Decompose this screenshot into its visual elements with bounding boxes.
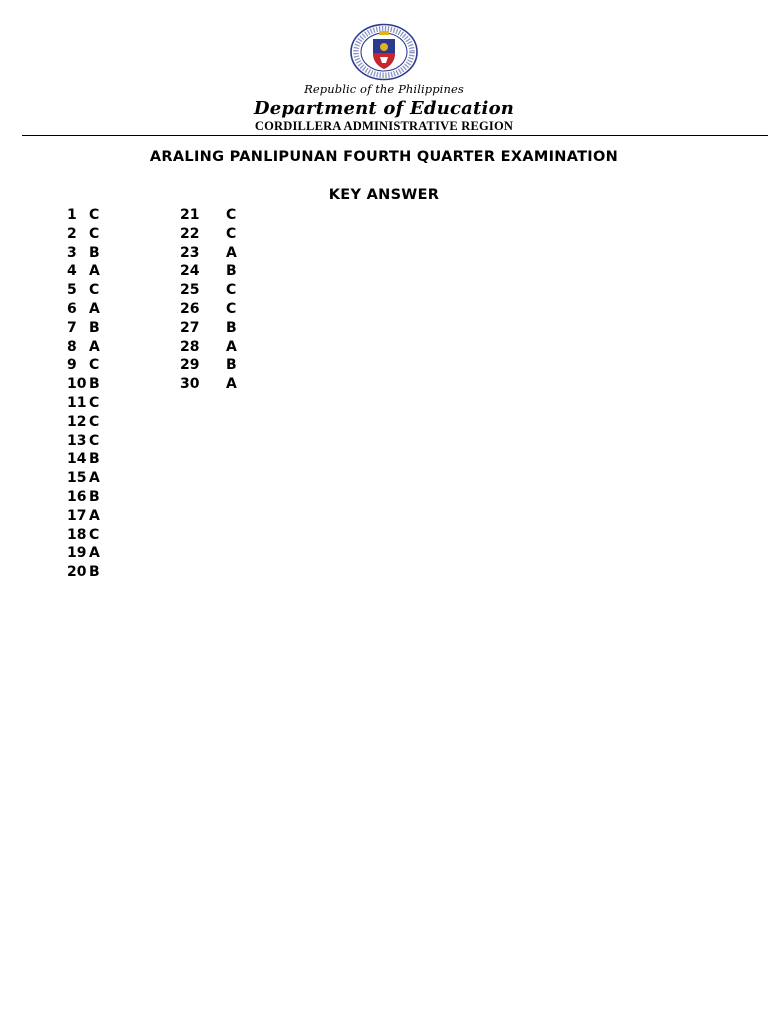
item-number: 1 (67, 207, 77, 223)
item-number: 23 (180, 244, 200, 261)
answer-row (67, 469, 100, 488)
answer-row (180, 244, 237, 263)
item-answer: A (226, 338, 237, 355)
department-name: Department of Education (253, 98, 515, 119)
answer-row (67, 526, 100, 545)
item-number: 26 (180, 300, 200, 317)
answer-row (67, 450, 100, 469)
key-answer-title: KEY ANSWER (328, 187, 440, 203)
item-number: 13 (67, 432, 87, 449)
item-answer: C (89, 394, 100, 411)
item-number: 4 (67, 263, 77, 280)
item-number: 14 (67, 451, 87, 468)
region-name: CORDILLERA ADMINISTRATIVE REGION (254, 119, 514, 133)
exam-title: ARALING PANLIPUNAN FOURTH QUARTER EXAMINATION (149, 149, 619, 165)
item-answer: B (89, 451, 100, 468)
item-answer: A (89, 300, 100, 317)
item-number: 22 (180, 225, 200, 242)
republic-line: Republic of the Philippines (304, 82, 464, 96)
item-answer: C (89, 413, 100, 430)
answer-row (67, 300, 100, 319)
item-number: 16 (67, 488, 87, 505)
answer-row (180, 281, 237, 300)
item-answer: C (89, 432, 100, 449)
answer-row (67, 563, 100, 582)
header-divider (22, 135, 768, 136)
answer-row (67, 488, 100, 507)
answer-row (67, 356, 100, 375)
item-number: 12 (67, 413, 87, 430)
item-number: 29 (180, 357, 200, 374)
answer-row (67, 225, 100, 244)
item-answer: B (89, 564, 100, 581)
item-number: 3 (67, 244, 77, 261)
item-answer: B (89, 319, 100, 336)
deped-seal-logo (349, 23, 419, 81)
item-answer: B (89, 488, 100, 505)
answer-row (67, 338, 100, 357)
item-answer: B (226, 357, 237, 374)
item-number: 6 (67, 300, 77, 317)
item-answer: C (89, 225, 100, 242)
item-number: 5 (67, 282, 77, 299)
answer-row (180, 338, 237, 357)
answer-row (67, 206, 100, 225)
item-answer: C (89, 207, 100, 223)
item-number: 25 (180, 282, 200, 299)
item-answer: B (89, 376, 100, 393)
item-number: 18 (67, 526, 87, 543)
item-number: 9 (67, 357, 77, 374)
item-number: 28 (180, 338, 200, 355)
answer-row (67, 413, 100, 432)
answer-list-column-1 (67, 206, 100, 582)
item-answer: A (226, 376, 237, 393)
answer-row (180, 319, 237, 338)
answer-row (67, 507, 100, 526)
item-number: 15 (67, 470, 87, 487)
item-number: 17 (67, 507, 87, 524)
answer-row (180, 356, 237, 375)
item-number: 20 (67, 564, 87, 581)
item-answer: A (89, 470, 100, 487)
item-answer: A (89, 507, 100, 524)
answer-row (67, 432, 100, 451)
item-answer: C (226, 207, 237, 223)
answer-row (67, 375, 100, 394)
item-number: 8 (67, 338, 77, 355)
answer-row (67, 394, 100, 413)
answer-row (67, 319, 100, 338)
item-answer: C (226, 300, 237, 317)
item-answer: C (226, 225, 237, 242)
item-answer: C (89, 357, 100, 374)
item-answer: C (89, 526, 100, 543)
item-answer: C (89, 282, 100, 299)
answer-row (180, 375, 237, 394)
item-number: 21 (180, 207, 200, 223)
answer-row (67, 262, 100, 281)
item-number: 7 (67, 319, 77, 336)
item-answer: A (226, 244, 237, 261)
item-answer: A (89, 545, 100, 562)
item-number: 2 (67, 225, 77, 242)
item-number: 30 (180, 376, 200, 393)
answer-list-column-2 (180, 206, 237, 394)
item-answer: A (89, 338, 100, 355)
item-answer: B (226, 319, 237, 336)
item-number: 10 (67, 376, 87, 393)
item-number: 24 (180, 263, 200, 280)
answer-row (67, 544, 100, 563)
answer-row (180, 300, 237, 319)
item-number: 27 (180, 319, 200, 336)
item-number: 19 (67, 545, 87, 562)
item-answer: C (226, 282, 237, 299)
answer-row (180, 262, 237, 281)
item-answer: B (226, 263, 237, 280)
answer-row (180, 225, 237, 244)
item-answer: B (89, 244, 100, 261)
item-number: 11 (67, 394, 87, 411)
answer-row (180, 206, 237, 225)
item-answer: A (89, 263, 100, 280)
answer-row (67, 244, 100, 263)
answer-row (67, 281, 100, 300)
